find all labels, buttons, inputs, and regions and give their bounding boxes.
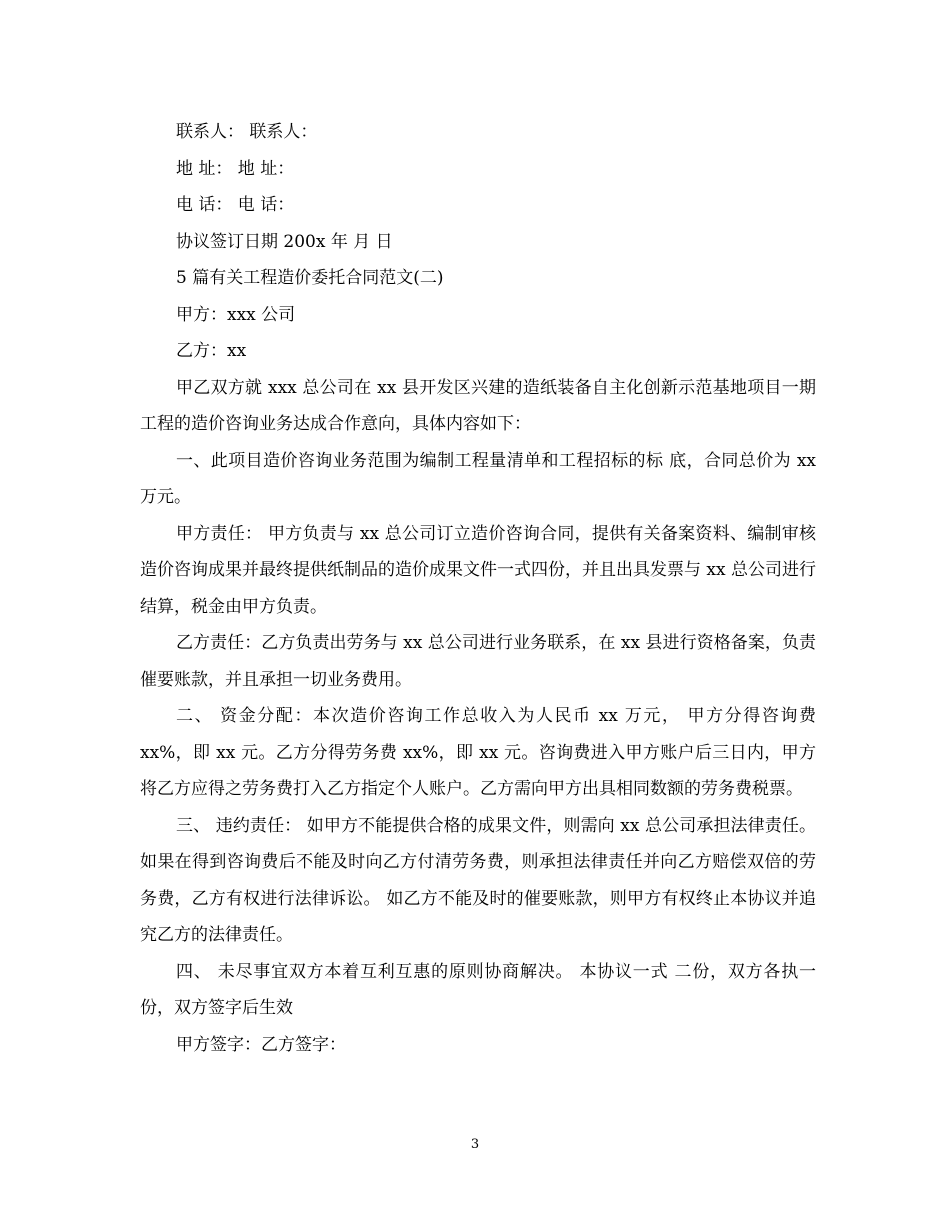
party-b-line: 乙方：xx: [176, 341, 247, 361]
address-line: 地 址： 地 址：: [176, 158, 295, 179]
signature-line: 甲方签字：乙方签字：: [176, 1034, 346, 1055]
phone-line: 电 话： 电 话：: [176, 195, 295, 215]
section-title: 5 篇有关工程造价委托合同范文(二): [176, 268, 444, 288]
miscellaneous-paragraph: 四、 未尽事宜双方本着互利互惠的原则协商解决。 本协议一式 二份，双方各执一份，双方签字后生效: [140, 961, 816, 1018]
intro-paragraph: 甲乙双方就 xxx 总公司在 xx 县开发区兴建的造纸装备自主化创新示范基地项目一期工程的造价咨询业务达成合作意向，具体内容如下：: [140, 377, 816, 434]
party-a-responsibility-paragraph: 甲方责任： 甲方负责与 xx 总公司订立造价咨询合同，提供有关备案资料、编制审核造价咨询成果并最终提供纸制品的造价成果文件一式四份，并且出具发票与 xx 总公司进行结算，税金由甲方负责。: [140, 523, 816, 617]
party-b-responsibility-paragraph: 乙方责任：乙方负责出劳务与 xx 总公司进行业务联系，在 xx 县进行资格备案，负责催要账款，并且承担一切业务费用。: [140, 633, 816, 690]
fund-allocation-paragraph: 二、 资金分配：本次造价咨询工作总收入为人民币 xx 万元， 甲方分得咨询费 xx%，即 xx 元。乙方分得劳务费 xx%，即 xx 元。咨询费进入甲方账户后三日内，甲方将乙方应得之劳务费打入乙方指定个人账户。乙方需向甲方出具相同数额的劳务费税票。: [140, 706, 816, 799]
scope-paragraph: 一、此项目造价咨询业务范围为编制工程量清单和工程招标的标 底，合同总价为 xx 万元。: [140, 450, 816, 507]
breach-liability-paragraph: 三、 违约责任： 如甲方不能提供合格的成果文件，则需向 xx 总公司承担法律责任。如果在得到咨询费后不能及时向乙方付清劳务费，则承担法律责任并向乙方赔偿双倍的劳务费，乙方有权进行法律诉讼。 如乙方不能及时的催要账款，则甲方有权终止本协议并追究乙方的法律责任。: [140, 815, 816, 945]
signing-date-line: 协议签订日期 200x 年 月 日: [176, 231, 393, 252]
contact-person-line: 联系人： 联系人：: [176, 122, 318, 142]
document-body: [140, 114, 816, 1063]
page-number: 3: [470, 1137, 480, 1152]
party-a-line: 甲方：xxx 公司: [176, 304, 296, 325]
